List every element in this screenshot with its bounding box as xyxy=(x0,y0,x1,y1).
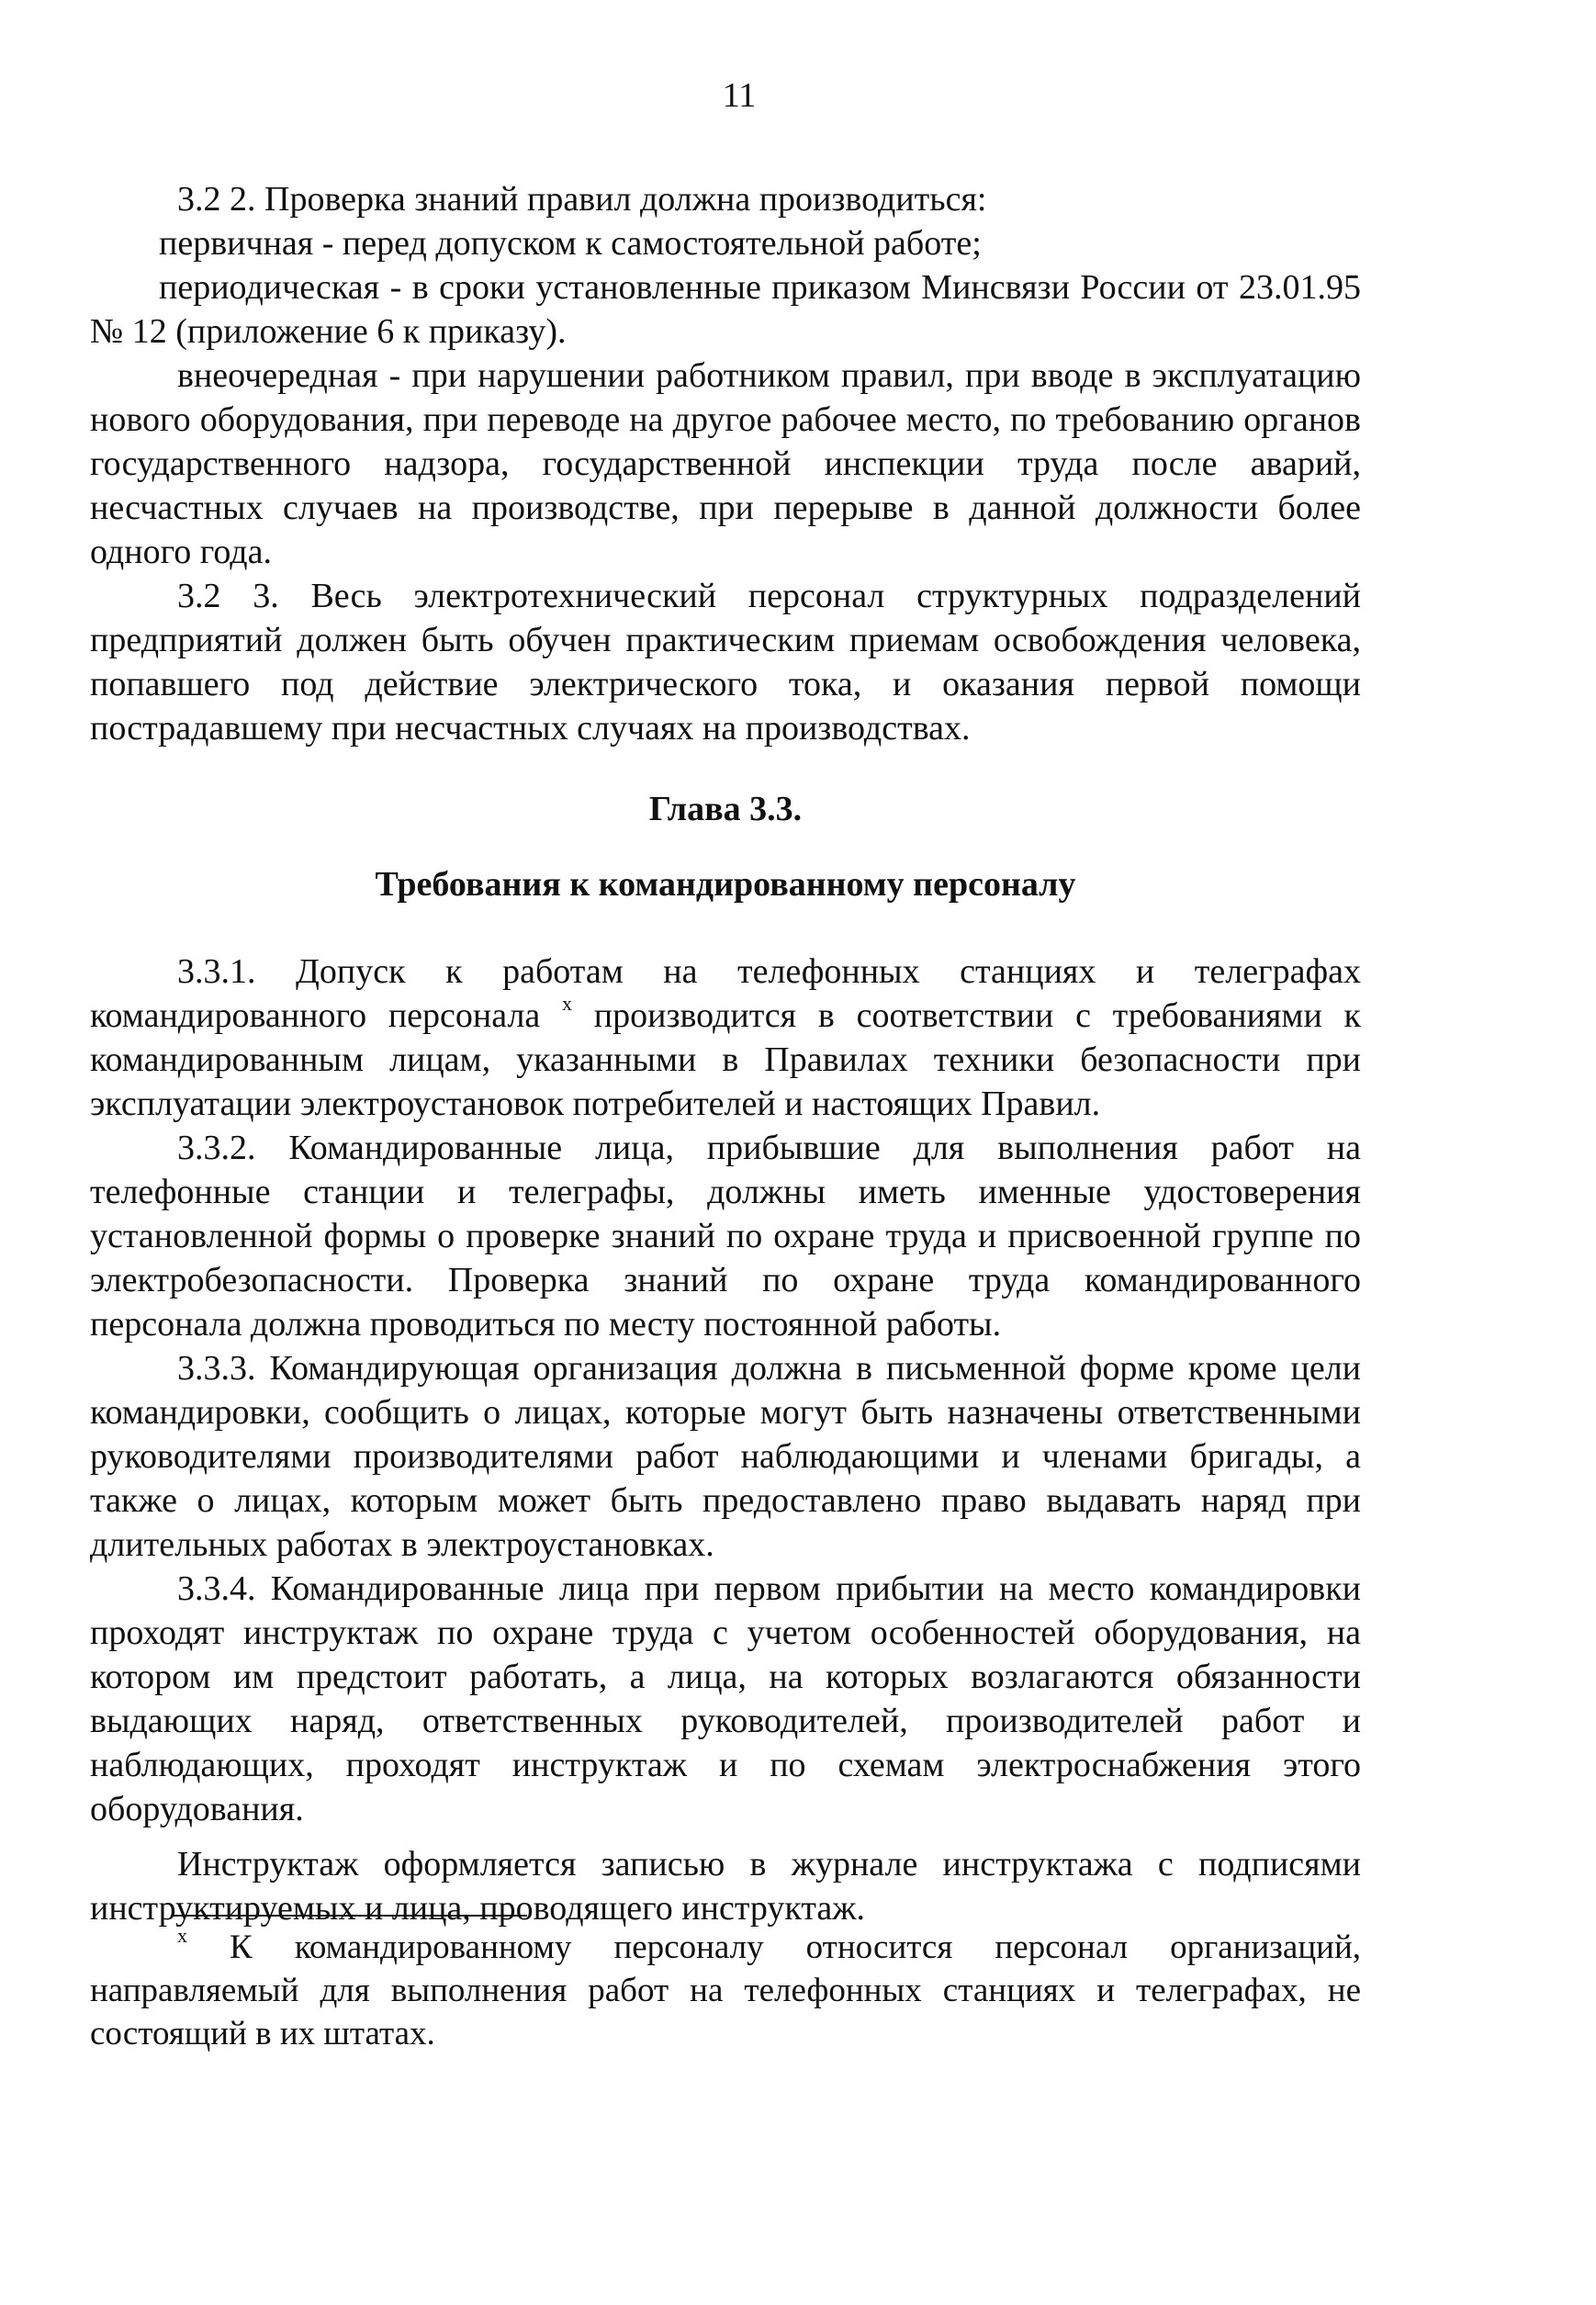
paragraph-3-3-1 xyxy=(90,950,1361,1126)
footnote-text xyxy=(90,1926,1361,2055)
section-3-3-text xyxy=(90,950,1361,1930)
paragraph-periodic-check: периодическая - в сроки установленные приказом Минсвязи России от 23.01.95 № 12 (приложение 6 к приказу). xyxy=(90,268,1361,351)
footnote-separator xyxy=(171,1915,527,1917)
paragraph-3-3-3: 3.3.3. Командирующая организация должна в письменной форме кроме цели командировки, сообщить о лицах, которые могут быть назначены ответственными руководителями производителями работ наблюдающими и членами бригады, а также о лицах, которым может быть предоставлено право выдавать наряд при длительных работах в электроустановках. xyxy=(90,1349,1361,1564)
chapter-title: Требования к командированному персоналу xyxy=(375,865,1076,904)
paragraph-3-3-1-end: производится в соответствии с требованиями к командированным лицам, указанными в Правилах техники безопасности при эксплуатации электроустановок потребителей и настоящих Правил. xyxy=(90,996,1362,1123)
paragraph-gap xyxy=(90,1831,1361,1842)
paragraph-3-2-2-intro: 3.2 2. Проверка знаний правил должна производиться: xyxy=(177,180,987,219)
chapter-number: Глава 3.3. xyxy=(648,790,803,828)
footnote-mark: x xyxy=(177,1924,187,1947)
footnote-body: К командированному персоналу относится персонал организаций, направляемый для выполнения работ на телефонных станциях и телеграфах, не состоящий в их штатах. xyxy=(90,1928,1361,2052)
paragraph-3-2-3: 3.2 3. Весь электротехнический персонал структурных подразделений предприятий должен быть обучен практическим приемам освобождения человека, попавшего под действие электрического тока, и оказания первой помощи пострадавшему при несчастных случаях на производствах. xyxy=(90,577,1361,748)
paragraph-instruction-note: Инструктаж оформляется записью в журнале инструктажа с подписями инструктируемых и лица, проводящего инструктаж. xyxy=(90,1845,1361,1928)
paragraph-3-3-1-start: 3.3.1. Допуск к работам на телефонных станциях и телеграфах командированного персонала xyxy=(90,952,1361,1035)
footnote-reference-mark: x xyxy=(562,992,573,1015)
paragraph-extraordinary-check: внеочередная - при нарушении работником правил, при вводе в эксплуатацию нового оборудования, при переводе на другое рабочее место, по требованию органов государственного надзора, государственной инспекции труда после аварий, несчастных случаев на производстве, при перерыве в данной должности более одного года. xyxy=(90,356,1361,571)
footnote xyxy=(90,1926,1361,2055)
section-3-2-text xyxy=(90,177,1361,750)
page-number: 11 xyxy=(722,76,757,115)
paragraph-3-3-2: 3.3.2. Командированные лица, прибывшие для выполнения работ на телефонные станции и телеграфы, должны иметь именные удостоверения установленной формы о проверке знаний по охране труда и присвоенной группе по электробезопасности. Проверка знаний по охране труда командированного персонала должна проводиться по месту постоянной работы. xyxy=(90,1129,1361,1344)
paragraph-primary-check: первичная - перед допуском к самостоятельной работе; xyxy=(159,224,982,263)
paragraph-3-3-4: 3.3.4. Командированные лица при первом прибытии на место командировки проходят инструктаж по охране труда с учетом особенностей оборудования, на котором им предстоит работать, а лица, на которых возлагаются обязанности выдающих наряд, ответственных руководителей, производителей работ и наблюдающих, проходят инструктаж и по схемам электроснабжения этого оборудования. xyxy=(90,1569,1361,1828)
